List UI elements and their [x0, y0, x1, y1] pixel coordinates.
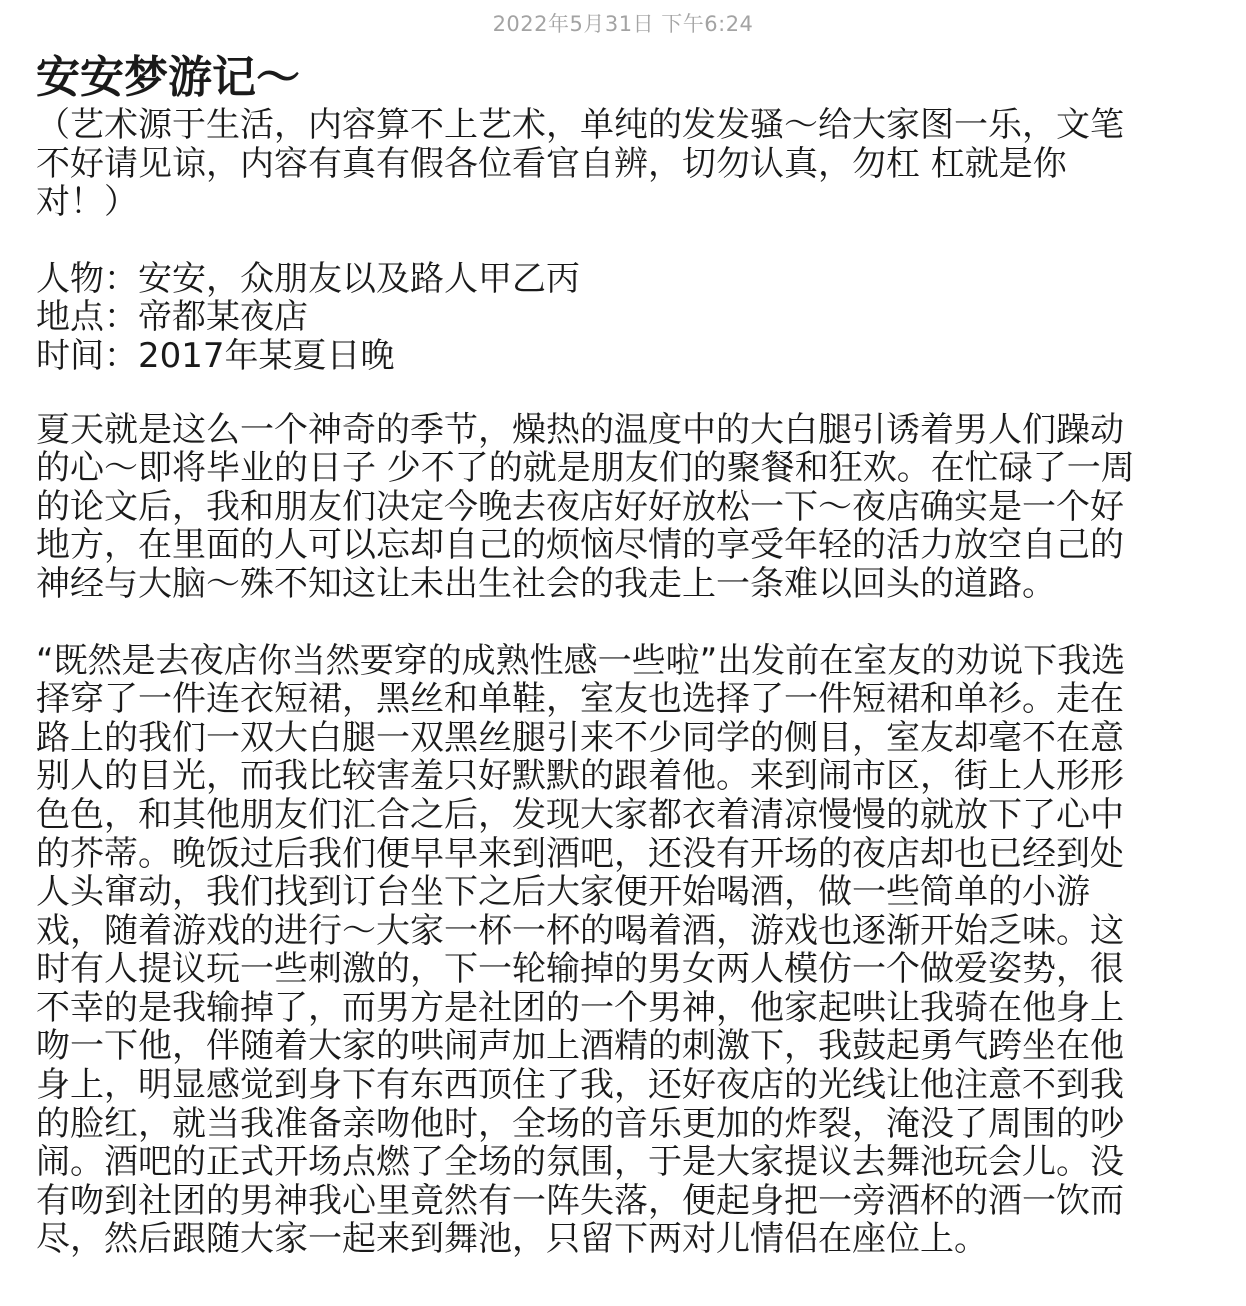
note-body[interactable]	[36, 50, 1216, 1259]
paragraph-line: 身上，明显感觉到身下有东西顶住了我，还好夜店的光线让他注意不到我	[36, 1065, 1124, 1106]
paragraph-line: 的论文后，我和朋友们决定今晚去夜店好好放松一下～夜店确实是一个好	[36, 486, 1124, 527]
meta-characters: 人物：安安，众朋友以及路人甲乙丙	[36, 258, 580, 299]
paragraph-line: 的心～即将毕业的日子 少不了的就是朋友们的聚餐和狂欢。在忙碌了一周	[36, 448, 1135, 489]
paragraph-line: 时有人提议玩一些刺激的，下一轮输掉的男女两人模仿一个做爱姿势，很	[36, 949, 1124, 990]
paragraph-line: 色色，和其他朋友们汇合之后，发现大家都衣着清凉慢慢的就放下了心中	[36, 794, 1124, 835]
paragraph-line: 择穿了一件连衣短裙，黑丝和单鞋，室友也选择了一件短裙和单衫。走在	[36, 679, 1124, 720]
meta-location: 地点：帝都某夜店	[36, 297, 308, 338]
paragraph-line: 有吻到社团的男神我心里竟然有一阵失落，便起身把一旁酒杯的酒一饮而	[36, 1180, 1124, 1221]
paragraph-line: 别人的目光，而我比较害羞只好默默的跟着他。来到闹市区，街上人形形	[36, 756, 1124, 797]
paragraph-2	[36, 642, 1216, 1260]
intro-block	[36, 106, 1216, 222]
intro-line: 对！）	[36, 182, 138, 223]
intro-line: （艺术源于生活，内容算不上艺术，单纯的发发骚～给大家图一乐，文笔	[36, 105, 1124, 145]
intro-line: 不好请见谅，内容有真有假各位看官自辨，切勿认真，勿杠 杠就是你	[36, 143, 1067, 184]
paragraph-line: 地方，在里面的人可以忘却自己的烦恼尽情的享受年轻的活力放空自己的	[36, 525, 1124, 566]
paragraph-line: 戏，随着游戏的进行～大家一杯一杯的喝着酒，游戏也逐渐开始乏味。这	[36, 910, 1124, 951]
paragraph-line: 吻一下他，伴随着大家的哄闹声加上酒精的刺激下，我鼓起勇气跨坐在他	[36, 1026, 1124, 1067]
paragraph-line: 神经与大脑～殊不知这让未出生社会的我走上一条难以回头的道路。	[36, 563, 1056, 604]
paragraph-line: 路上的我们一双大白腿一双黑丝腿引来不少同学的侧目，室友却毫不在意	[36, 717, 1124, 758]
paragraph-line: 人头窜动，我们找到订台坐下之后大家便开始喝酒，做一些简单的小游	[36, 872, 1090, 913]
note-timestamp: 2022年5月31日 下午6:24	[492, 12, 754, 36]
paragraph-line: 不幸的是我输掉了，而男方是社团的一个男神，他家起哄让我骑在他身上	[36, 987, 1124, 1028]
paragraph-line: 夏天就是这么一个神奇的季节，燥热的温度中的大白腿引诱着男人们躁动	[36, 409, 1124, 450]
paragraph-1	[36, 411, 1216, 604]
meta-time: 时间：2017年某夏日晚	[36, 335, 395, 376]
paragraph-line: 的芥蒂。晚饭过后我们便早早来到酒吧，还没有开场的夜店却也已经到处	[36, 833, 1124, 874]
paragraph-line: 尽，然后跟随大家一起来到舞池，只留下两对儿情侣在座位上。	[36, 1219, 988, 1260]
meta-block	[36, 260, 1216, 376]
paragraph-line: 闹。酒吧的正式开场点燃了全场的氛围，于是大家提议去舞池玩会儿。没	[36, 1142, 1124, 1183]
paragraph-line: 的脸红，就当我准备亲吻他时，全场的音乐更加的炸裂，淹没了周围的吵	[36, 1103, 1124, 1144]
note-title: 安安梦游记～	[36, 52, 300, 103]
paragraph-line: “既然是去夜店你当然要穿的成熟性感一些啦”出发前在室友的劝说下我选	[36, 640, 1126, 681]
